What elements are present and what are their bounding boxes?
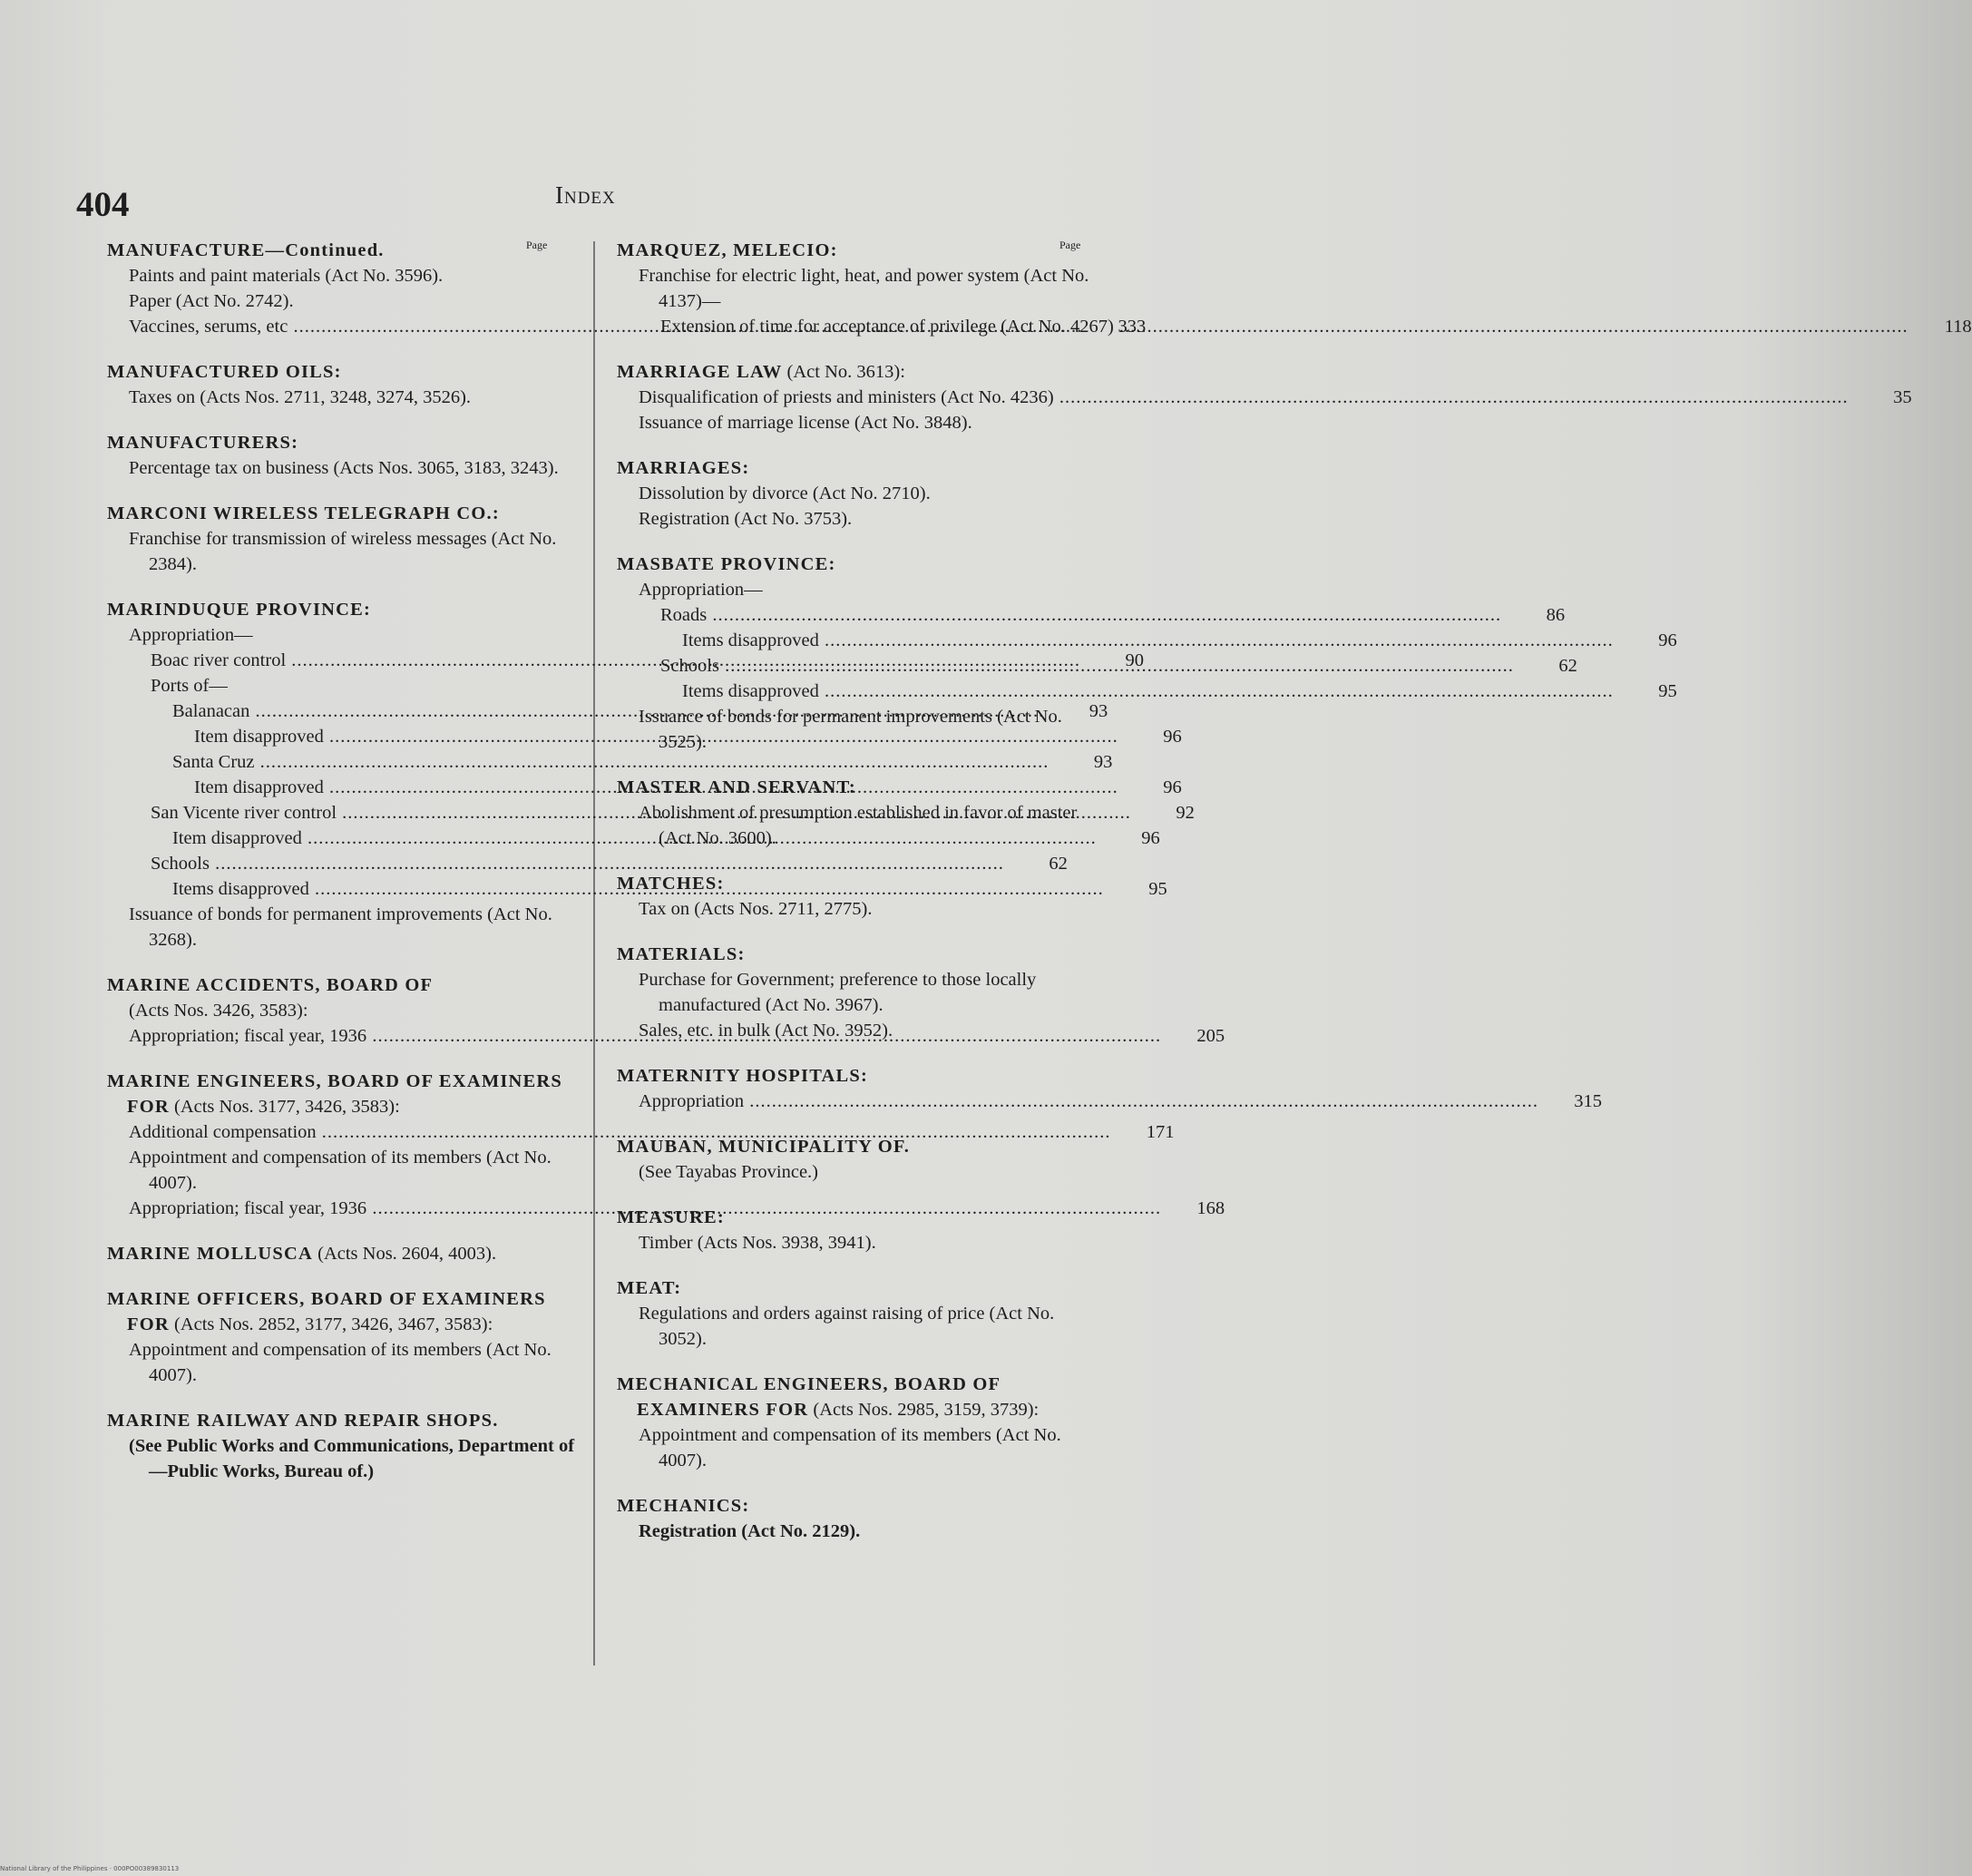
page-ref: 62 [1049, 854, 1068, 874]
page-ref: 93 [1093, 752, 1113, 772]
entry-text: Disqualification of priests and ministers (Act No. 4236) ..... [659, 385, 1849, 410]
entry-acts: (Acts Nos. 3177, 3426, 3583): [174, 1097, 400, 1117]
index-entry [617, 871, 1098, 922]
page-ref: 96 [1163, 777, 1182, 797]
entry-line [107, 851, 1068, 876]
index-entry [617, 1493, 1098, 1544]
page-ref: 96 [1658, 630, 1677, 650]
entry-text: Items disapproved ..... [192, 876, 1104, 902]
page-column-label: Page [526, 239, 548, 251]
entry-line: Sales, etc. in bulk (Act No. 3952). [639, 1021, 893, 1041]
index-entry [617, 942, 1098, 1043]
entry-line: Dissolution by divorce (Act No. 2710). [639, 484, 931, 503]
page-ref: 96 [1141, 828, 1160, 848]
entry-line [617, 628, 1677, 653]
page-ref: 333 [1118, 317, 1147, 337]
page-title: Index [555, 181, 616, 209]
entry-text: Boac river control ..... [171, 648, 1080, 673]
entry-text: Items disapproved ..... [702, 679, 1614, 704]
page-ref: 90 [1125, 650, 1145, 670]
entry-heading: MATCHES: [617, 874, 725, 894]
entry-text: Appropriation; fiscal year, 1936 ..... [149, 1023, 1161, 1049]
entry-line: Purchase for Government; preference to those locally manufactured (Act No. 3967). [639, 970, 1037, 1015]
entry-heading: MASTER AND SERVANT: [617, 777, 856, 797]
page-ref: 95 [1658, 681, 1677, 701]
index-entry [107, 501, 581, 577]
page-ref: 315 [1574, 1091, 1603, 1111]
page-ref: 86 [1546, 605, 1566, 625]
cross-reference: (See Tayabas Province.) [639, 1162, 818, 1182]
entry-line: Appropriation— [639, 580, 763, 600]
entry-line [107, 1119, 1175, 1145]
entry-text: Item disapproved ..... [214, 775, 1118, 800]
entry-line: Issuance of bonds for permanent improvements (Act No. 3525). [639, 707, 1062, 752]
index-entry [617, 455, 1098, 532]
entry-line: Regulations and orders against raising of price (Act No. 3052). [639, 1304, 1055, 1349]
entry-heading: MARCONI WIRELESS TELEGRAPH CO.: [107, 503, 500, 523]
cross-reference: (See Public Works and Communications, Department of—Public Works, Bureau of.) [129, 1436, 575, 1481]
entry-line [617, 385, 1912, 410]
entry-acts: (Acts Nos. 2852, 3177, 3426, 3467, 3583): [174, 1314, 493, 1334]
entry-text: Extension of time for acceptance of privilege (Act No. 4267) ..... [680, 314, 1909, 339]
page-ref: 205 [1196, 1026, 1225, 1046]
entry-heading: MARINE ACCIDENTS, BOARD OF [107, 975, 434, 995]
entry-line: Taxes on (Acts Nos. 2711, 3248, 3274, 3526). [129, 387, 472, 407]
entry-heading: MECHANICS: [617, 1496, 750, 1516]
entry-heading: MANUFACTURERS: [107, 433, 299, 453]
entry-heading: MARINDUQUE PROVINCE: [107, 600, 372, 620]
entry-heading: MARINE RAILWAY AND REPAIR SHOPS. [107, 1411, 499, 1431]
entry-line: Franchise for transmission of wireless messages (Act No. 2384). [129, 529, 557, 574]
entry-line: Registration (Act No. 3753). [639, 509, 853, 529]
entry-heading: MARRIAGES: [617, 458, 750, 478]
entry-line [617, 602, 1566, 628]
entry-line [617, 679, 1677, 704]
entry-heading: MANUFACTURE—Continued. [107, 240, 385, 260]
index-entry [617, 1063, 1603, 1114]
page-ref: 35 [1893, 387, 1912, 407]
entry-text: Santa Cruz ..... [192, 749, 1049, 775]
index-entry [107, 359, 581, 410]
entry-heading: MARINE MOLLUSCA [107, 1244, 313, 1264]
entry-text: Schools ..... [171, 851, 1004, 876]
entry-heading: MARRIAGE LAW [617, 362, 783, 382]
entry-line: Ports of— [151, 676, 228, 696]
entry-text: Appropriation ..... [659, 1089, 1538, 1114]
entry-text: Schools ..... [680, 653, 1514, 679]
entry-heading: MASBATE PROVINCE: [617, 554, 836, 574]
index-entry [617, 1275, 1098, 1352]
entry-heading: MATERIALS: [617, 944, 746, 964]
entry-acts: (Act No. 3613): [786, 362, 905, 382]
entry-text: Item disapproved ..... [214, 724, 1118, 749]
page-ref: 92 [1176, 803, 1195, 823]
entry-line: Appointment and compensation of its members (Act No. 4007). [639, 1425, 1061, 1471]
entry-text: Roads ..... [680, 602, 1501, 628]
index-entry [617, 359, 1912, 435]
entry-text: Items disapproved ..... [702, 628, 1614, 653]
entry-line: Abolishment of presumption established in favor of master (Act No. 3600). [639, 803, 1078, 848]
entry-heading: MARQUEZ, MELECIO: [617, 240, 838, 260]
page-ref: 95 [1148, 879, 1167, 899]
entry-line: Percentage tax on business (Acts Nos. 3065, 3183, 3243). [129, 458, 559, 478]
page-ref: 62 [1558, 656, 1577, 676]
page-ref: 168 [1196, 1198, 1225, 1218]
entry-text: Item disapproved ..... [192, 826, 1097, 851]
entry-acts: (Acts Nos. 2985, 3159, 3739): [813, 1400, 1040, 1420]
entry-line [107, 699, 1108, 724]
entry-text: San Vicente river control ..... [171, 800, 1131, 826]
entry-line: Paper (Act No. 2742). [129, 291, 294, 311]
index-entry [107, 1241, 581, 1266]
entry-heading: MATERNITY HOSPITALS: [617, 1066, 869, 1086]
entry-line: Issuance of bonds for permanent improvements (Act No. 3268). [129, 904, 552, 950]
index-entry [107, 1408, 581, 1484]
entry-line: Franchise for electric light, heat, and power system (Act No. 4137)— [639, 266, 1089, 311]
entry-heading: MECHANICAL ENGINEERS, BOARD OF EXAMINERS FOR [617, 1374, 1001, 1420]
entry-line: Appointment and compensation of its members (Act No. 4007). [129, 1148, 552, 1193]
page-ref: 171 [1146, 1122, 1175, 1142]
page-number: 404 [76, 185, 130, 224]
page-column-label: Page [1059, 239, 1081, 251]
entry-line [107, 826, 1160, 851]
entry-text: Appropriation; fiscal year, 1936 ..... [149, 1196, 1161, 1221]
page-ref: 96 [1163, 727, 1182, 747]
index-entry [617, 1205, 1098, 1256]
entry-heading: MEAT: [617, 1278, 682, 1298]
entry-line: Paints and paint materials (Act No. 3596). [129, 266, 444, 286]
entry-text: Additional compensation ..... [149, 1119, 1111, 1145]
entry-line: Appointment and compensation of its members (Act No. 4007). [129, 1340, 552, 1385]
entry-heading: MANUFACTURED OILS: [107, 362, 342, 382]
index-entry [617, 1372, 1098, 1473]
entry-line: Issuance of marriage license (Act No. 3848). [639, 413, 972, 433]
entry-text: Vaccines, serums, etc ..... [149, 314, 1082, 339]
index-entry [107, 1286, 581, 1388]
entry-heading: MEASURE: [617, 1207, 725, 1227]
entry-line [107, 749, 1113, 775]
entry-line [617, 1089, 1603, 1114]
entry-heading: MARINE OFFICERS, BOARD OF EXAMINERS FOR [107, 1289, 546, 1334]
scan-credit: National Library of the Philippines · 000PO00389830113 [0, 1865, 180, 1872]
entry-acts: (Acts Nos. 2604, 4003). [317, 1244, 497, 1264]
index-entry [107, 430, 581, 481]
column-divider [593, 241, 595, 1666]
entry-acts: (Acts Nos. 3426, 3583): [129, 1001, 308, 1021]
index-entry [617, 775, 1098, 851]
entry-line: Appropriation— [129, 625, 253, 645]
page-ref: 118 [1944, 317, 1972, 337]
page-ref: 93 [1089, 701, 1108, 721]
entry-line: Timber (Acts Nos. 3938, 3941). [639, 1233, 876, 1253]
entry-heading: MARINE ENGINEERS, BOARD OF EXAMINERS FOR [107, 1071, 563, 1117]
entry-heading: MAUBAN, MUNICIPALITY OF. [617, 1137, 911, 1157]
entry-line: Registration (Act No. 2129). [639, 1521, 861, 1541]
index-entry [617, 1134, 1098, 1185]
entry-text: Balanacan ..... [192, 699, 1044, 724]
entry-line: Tax on (Acts Nos. 2711, 2775). [639, 899, 873, 919]
